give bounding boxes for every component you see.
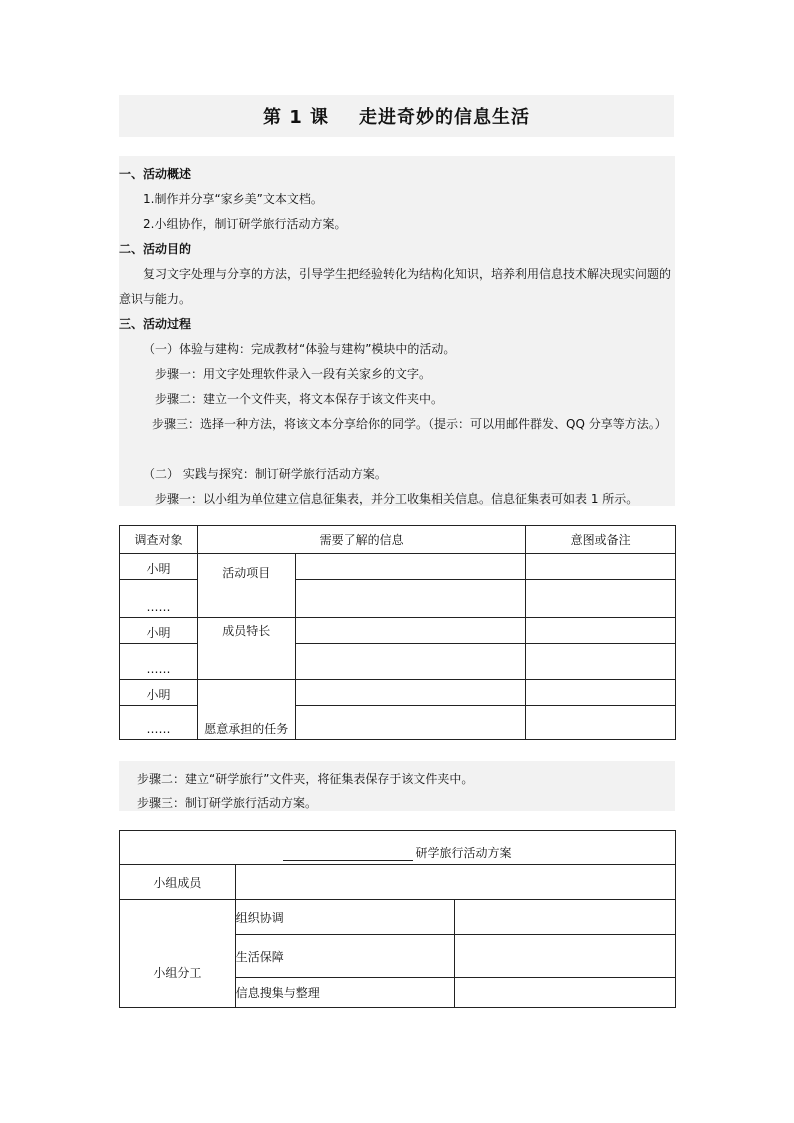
plan-title-cell [120,831,676,865]
header-note: 意图或备注 [526,526,676,554]
empty-cell [526,644,676,680]
section-heading-overview: 一、活动概述 [119,167,192,181]
trip-plan-table [119,830,676,1008]
table-row [120,554,676,580]
part2-step1: 步骤一：以小组为单位建立信息征集表，并分工收集相关信息。信息征集表可如表 1 所示。 [155,492,639,506]
part1-step1: 步骤一：用文字处理软件录入一段有关家乡的文字。 [155,367,432,381]
plan-name-blank [283,848,413,861]
role-label: 生活保障 [235,949,284,964]
plan-title-row [120,831,676,865]
empty-cell [526,706,676,740]
empty-cell [455,900,676,935]
empty-cell [295,580,526,618]
purpose-text-line1: 复习文字处理与分享的方法，引导学生把经验转化为结构化知识，培养利用信息技术解决现实问题的 [143,267,672,281]
role-cell [235,900,455,935]
role-label: 信息搜集与整理 [235,986,320,1000]
empty-cell [295,706,526,740]
empty-cell [526,680,676,706]
info-category-cell: 活动项目 [197,554,295,618]
subject-cell: 小明 [120,618,198,644]
members-row [120,865,676,900]
plan-title-text: 研学旅行活动方案 [415,846,512,860]
part1-step2: 步骤二：建立一个文件夹，将文本保存于该文件夹中。 [155,392,444,406]
subject-more-cell: …… [120,644,198,680]
empty-cell [526,618,676,644]
members-label: 小组成员 [120,865,236,900]
steps-after-table [119,761,675,811]
part2-title: （二） 实践与探究：制订研学旅行活动方案。 [143,467,387,481]
table-row [120,618,676,644]
subject-cell: 小明 [120,554,198,580]
table-header-row [120,526,676,554]
title-bar [119,95,674,137]
subject-cell: 小明 [120,680,198,706]
part2-step3: 步骤三：制订研学旅行活动方案。 [137,796,318,810]
empty-cell [295,680,526,706]
table-row [120,680,676,706]
empty-cell [455,978,676,1008]
empty-cell [455,935,676,978]
purpose-text-line2: 意识与能力。 [119,292,192,306]
part1-title: （一）体验与建构：完成教材“体验与建构”模块中的活动。 [143,342,456,356]
part2-step2: 步骤二：建立“研学旅行”文件夹，将征集表保存于该文件夹中。 [137,772,474,786]
subject-more-cell: …… [120,580,198,618]
section-heading-purpose: 二、活动目的 [119,242,192,256]
empty-cell [295,618,526,644]
empty-cell [526,580,676,618]
info-collection-table [119,525,676,740]
page-title [263,103,530,129]
part1-step3: 步骤三：选择一种方法，将该文本分享给你的同学。（提示：可以用邮件群发、QQ 分享等方法。） [152,417,667,431]
header-info: 需要了解的信息 [197,526,525,554]
division-label: 小组分工 [120,900,236,1008]
lesson-number: 第 1 课 [262,107,330,128]
subject-more-cell: …… [120,706,198,740]
empty-cell [295,554,526,580]
empty-cell [295,644,526,680]
overview-item-2: 2.小组协作，制订研学旅行活动方案。 [143,217,347,231]
role-cell [235,978,455,1008]
role-cell [235,935,455,978]
empty-cell [526,554,676,580]
overview-item-1: 1.制作并分享“家乡美”文本文档。 [143,192,323,206]
info-category-cell: 成员特长 [197,618,295,680]
activity-body [119,156,675,506]
lesson-name: 走进奇妙的信息生活 [359,107,531,128]
division-row [120,900,676,935]
role-label: 组织协调 [235,910,284,925]
info-category-cell: 愿意承担的任务 [197,680,295,740]
header-subject: 调查对象 [120,526,198,554]
section-heading-process: 三、活动过程 [119,317,192,331]
members-value [235,865,675,900]
